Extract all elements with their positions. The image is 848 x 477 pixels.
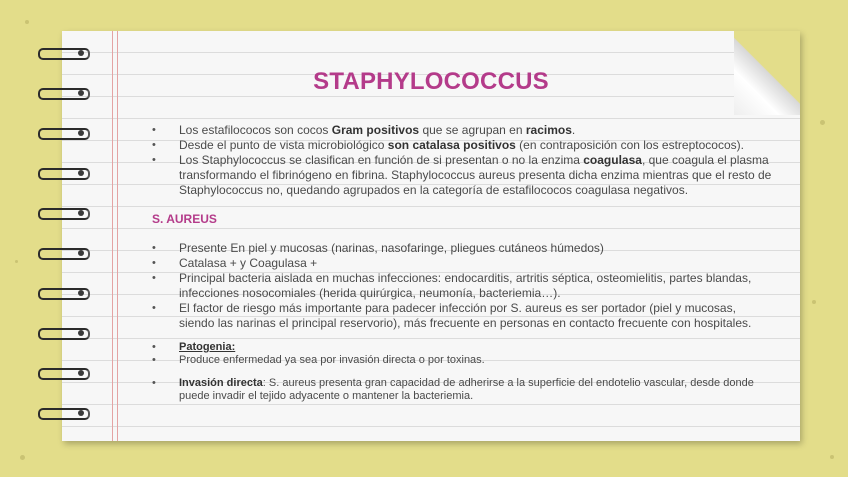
spiral-ring xyxy=(38,128,90,138)
list-item: • Invasión directa: S. aureus presenta gran capacidad de adherirse a la superficie del endotelio vascular, desde donde puede invadir el tejido adyacente o mantener la bacteriemia. xyxy=(152,377,772,403)
page-title: STAPHYLOCOCCUS xyxy=(313,68,549,95)
list-item: • Produce enfermedad ya sea por invasión directa o por toxinas. xyxy=(152,354,772,367)
list-item: • Los Staphylococcus se clasifican en función de si presentan o no la enzima coagulasa, que coagula el plasma transformando el fibrinógeno en fibrina. Staphylococcus aureus presenta dicha enzima mientras que el resto de Staphylococcus no, quedando agrupados en la categoría de estafilococos coagulasa negativos. xyxy=(152,153,772,198)
list-item: • Catalasa + y Coagulasa + xyxy=(152,256,772,271)
list-item: • Presente En piel y mucosas (narinas, nasofaringe, pliegues cutáneos húmedos) xyxy=(152,241,772,256)
invasion-list xyxy=(152,377,772,403)
spiral-ring xyxy=(38,408,90,418)
patogenia-list xyxy=(152,341,772,367)
spiral-ring xyxy=(38,48,90,58)
background-speck xyxy=(20,455,25,460)
aureus-list xyxy=(152,241,772,331)
section-title: S. AUREUS xyxy=(152,212,217,226)
list-item: • Patogenia: xyxy=(152,341,772,354)
background-speck xyxy=(25,20,29,24)
background-speck xyxy=(812,300,816,304)
spiral-ring xyxy=(38,328,90,338)
list-item: • El factor de riesgo más importante para padecer infección por S. aureus es ser portador (piel y mucosas, siendo las narinas el principal reservorio), más frecuente en personas en contacto frecuente con hospitales. xyxy=(152,301,772,331)
list-item: • Los estafilococos son cocos Gram positivos que se agrupan en racimos. xyxy=(152,123,772,138)
spiral-ring xyxy=(38,248,90,258)
background-speck xyxy=(15,260,18,263)
spiral-ring xyxy=(38,368,90,378)
spiral-ring xyxy=(38,288,90,298)
background-speck xyxy=(830,455,834,459)
intro-list xyxy=(152,123,772,198)
spiral-ring xyxy=(38,208,90,218)
background-speck xyxy=(820,120,825,125)
content xyxy=(152,123,772,403)
spiral-ring xyxy=(38,168,90,178)
list-item: • Principal bacteria aislada en muchas infecciones: endocarditis, artritis séptica, osteomielitis, partes blandas, infecciones nosocomiales (herida quirúrgica, neumonía, bacteriemia…). xyxy=(152,271,772,301)
list-item: • Desde el punto de vista microbiológico son catalasa positivos (en contraposición con los estreptococos). xyxy=(152,138,772,153)
